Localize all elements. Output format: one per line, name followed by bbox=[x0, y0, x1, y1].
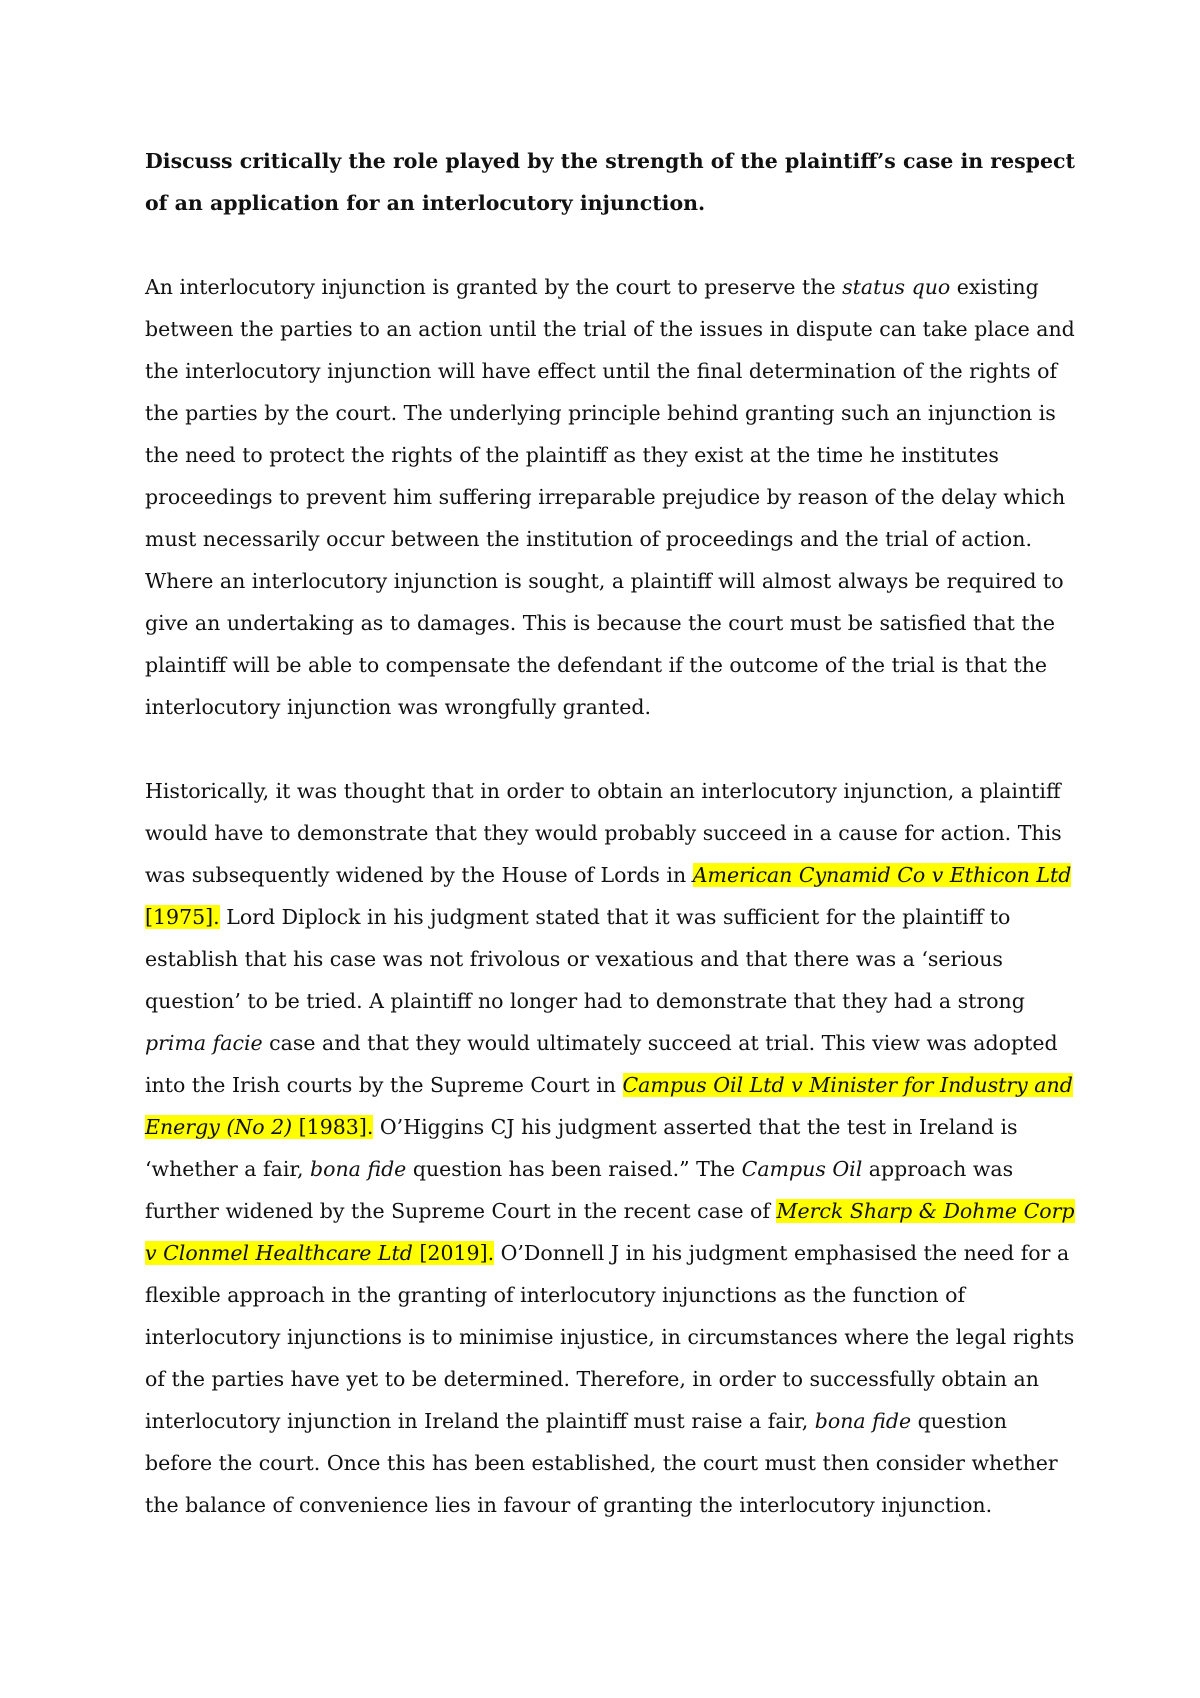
italic-term: bona fide bbox=[309, 1157, 407, 1181]
italic-term: status quo bbox=[842, 275, 951, 299]
case-name: American Cynamid Co v Ethicon Ltd bbox=[692, 863, 1072, 887]
italic-term: bona fide bbox=[814, 1409, 912, 1433]
text-run: Historically, it was thought that in order to obtain an interlocutory injunction, a plaintiff would have to demonstrate that they would probably succeed in a cause for action. This was subsequently widened by the House of Lords in bbox=[145, 779, 1062, 887]
text-run: case and that they would ultimately succeed at trial. This view was adopted into the Irish courts by the Supreme Court in bbox=[145, 1031, 1058, 1097]
essay-question: Discuss critically the role played by the strength of the plaintiff’s case in respect of an application for an interlocutory injunction. bbox=[145, 149, 1075, 215]
text-run: Lord Diplock in his judgment stated that it was sufficient for the plaintiff to establish that his case was not frivolous or vexatious and that there was a ‘serious question’ to be tried. A plaintiff no longer had to demonstrate that they had a strong bbox=[145, 905, 1025, 1013]
text-run: question has been raised.” The bbox=[406, 1157, 742, 1181]
case-name: Merck Sharp & Dohme Corp v Clonmel Healthcare Ltd bbox=[145, 1199, 1075, 1265]
document-body bbox=[145, 140, 1075, 1568]
text-run: question before the court. Once this has been established, the court must then consider whether the balance of convenience lies in favour of granting the interlocutory injunction. bbox=[145, 1409, 1058, 1517]
case-name: Campus Oil Ltd v Minister for Industry and Energy (No 2) bbox=[145, 1073, 1073, 1139]
text-run: O’Donnell J in his judgment emphasised the need for a flexible approach in the granting of interlocutory injunctions as the function of interlocutory injunctions is to minimise injustice, in circumstances where the legal rights of the parties have yet to be determined. Therefore, in order to successfully obtain an interlocutory injunction in Ireland the plaintiff must raise a fair, bbox=[145, 1241, 1075, 1433]
case-year: [1975]. bbox=[145, 905, 220, 929]
text-run: O’Higgins CJ his judgment asserted that the test in Ireland is ‘whether a fair, bbox=[145, 1115, 1018, 1181]
text-run: An interlocutory injunction is granted by the court to preserve the bbox=[145, 275, 843, 299]
paragraph-1 bbox=[145, 266, 1075, 728]
text-run: existing between the parties to an action until the trial of the issues in dispute can take place and the interlocutory injunction will have effect until the final determination of the rights of the parties by the court. The underlying principle behind granting such an injunction is the need to protect the rights of the plaintiff as they exist at the time he institutes proceedings to prevent him suffering irreparable prejudice by reason of the delay which must necessarily occur between the institution of proceedings and the trial of action. Where an interlocutory injunction is sought, a plaintiff will almost always be required to give an undertaking as to damages. This is because the court must be satisfied that the plaintiff will be able to compensate the defendant if the outcome of the trial is that the interlocutory injunction was wrongfully granted. bbox=[145, 275, 1075, 719]
paragraph-2 bbox=[145, 770, 1075, 1526]
case-year: [2019]. bbox=[412, 1241, 495, 1265]
italic-term: prima facie bbox=[145, 1031, 263, 1055]
case-year: [1983]. bbox=[292, 1115, 374, 1139]
italic-term: Campus Oil bbox=[741, 1157, 863, 1181]
text-run: approach was further widened by the Supreme Court in the recent case of bbox=[145, 1157, 1014, 1223]
